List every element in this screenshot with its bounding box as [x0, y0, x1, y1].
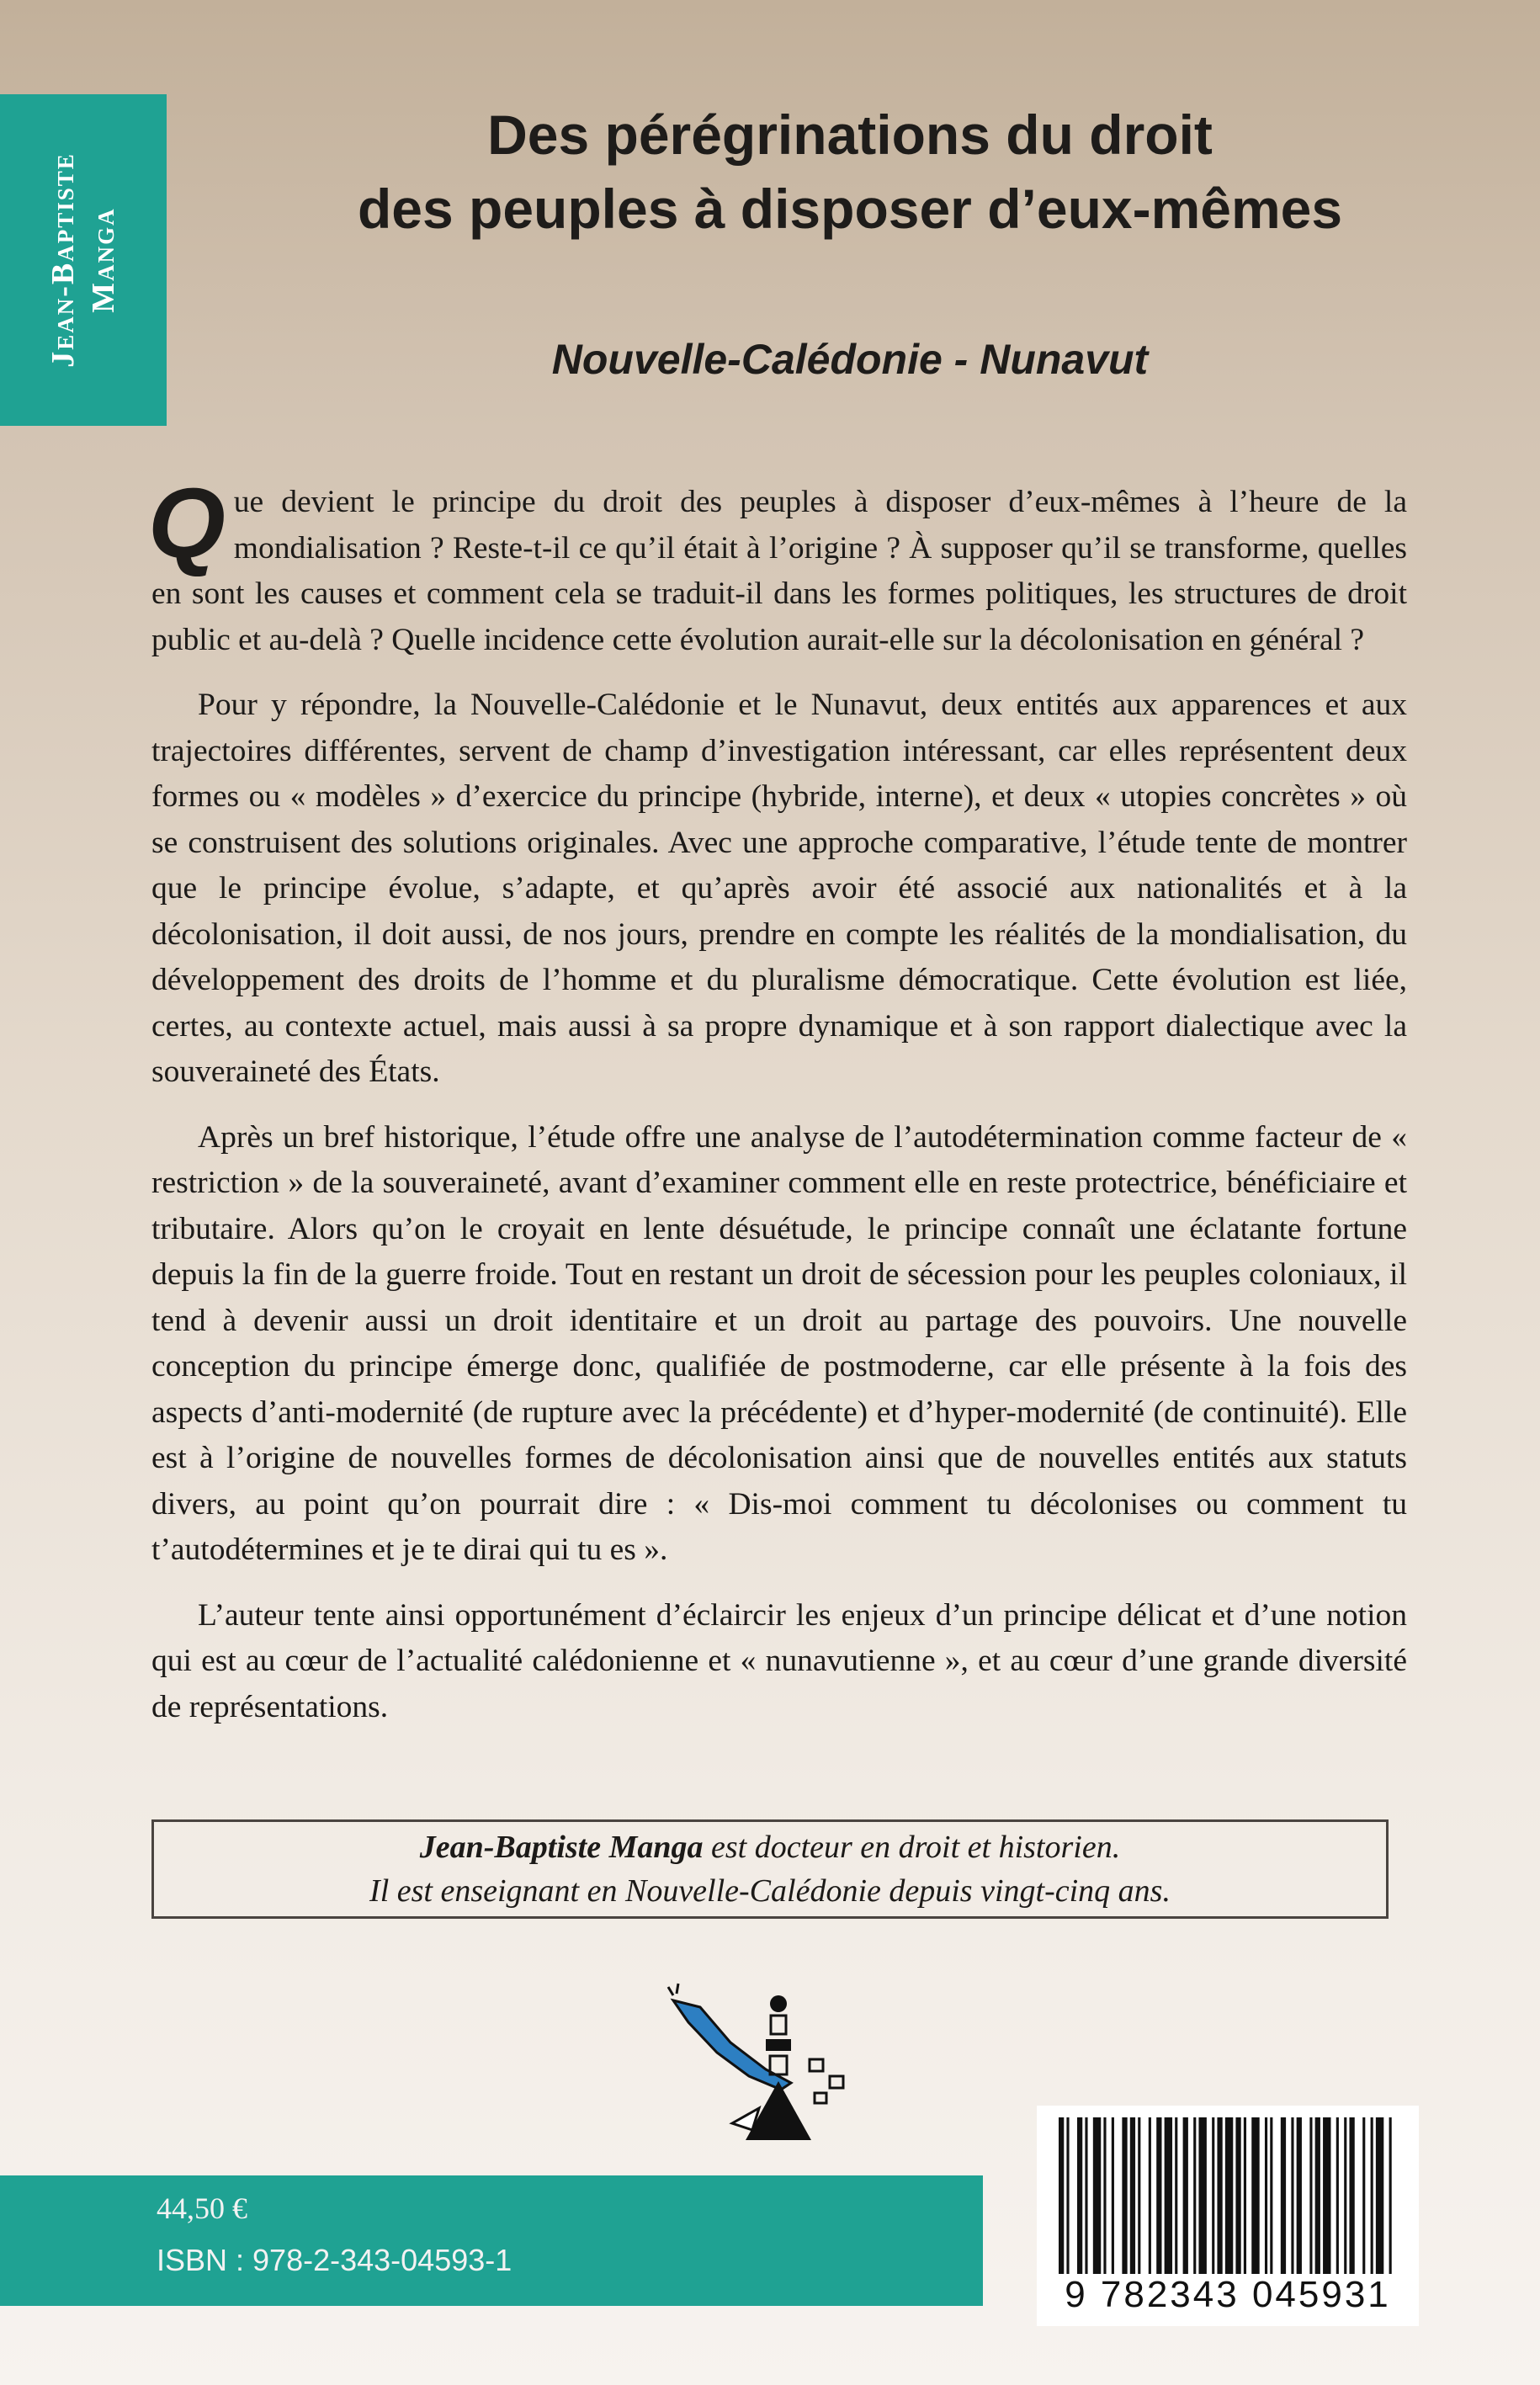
barcode-bar [1270, 2117, 1272, 2274]
author-bio-box [151, 1819, 1389, 1919]
barcode-bar [1371, 2117, 1373, 2274]
barcode-bar [1066, 2117, 1069, 2274]
book-subtitle: Nouvelle-Calédonie - Nunavut [551, 336, 1149, 383]
barcode-bar [1138, 2117, 1140, 2274]
author-name [43, 152, 124, 368]
bio-line-1 [154, 1825, 1386, 1869]
barcode-bar [1251, 2117, 1259, 2274]
barcode-bar [1309, 2117, 1312, 2274]
isbn: ISBN : 978-2-343-04593-1 [157, 2243, 512, 2277]
book-title-line1: Des pérégrinations du droit [487, 104, 1213, 166]
bio-line-2: Il est enseignant en Nouvelle-Calédonie depuis vingt-cinq ans. [369, 1873, 1171, 1909]
barcode-bar [1336, 2117, 1339, 2274]
barcode-bar [1122, 2117, 1127, 2274]
barcode-bars [1059, 2117, 1397, 2274]
blurb-paragraph-1-text: ue devient le principe du droit des peuples à disposer d’eux-mêmes à l’heure de la mondialisation ? Reste-t-il ce qu’il était à l’origine ? À supposer qu’il se transforme, quelles en sont les causes et comment cela se traduit-il dans les formes politiques, les structures de droit public et au-delà ? Quelle incidence cette évolution aurait-elle sur la décolonisation en général ? [151, 485, 1407, 657]
barcode [1037, 2106, 1419, 2326]
barcode-bar [1093, 2117, 1101, 2274]
barcode-bar [1165, 2117, 1172, 2274]
barcode-bar [1183, 2117, 1188, 2274]
barcode-bar [1376, 2117, 1383, 2274]
barcode-bar [1344, 2117, 1346, 2274]
author-last-name: Manga [86, 207, 121, 313]
barcode-bar [1059, 2117, 1064, 2274]
barcode-bar [1244, 2117, 1246, 2274]
barcode-bar [1077, 2117, 1082, 2274]
barcode-bar [1193, 2117, 1196, 2274]
barcode-digits: 9 782343 045931 [1065, 2274, 1391, 2315]
author-first-name: Jean-Baptiste [45, 152, 81, 368]
barcode-bar [1225, 2117, 1233, 2274]
barcode-bar [1198, 2117, 1206, 2274]
barcode-bar [1156, 2117, 1161, 2274]
blurb-paragraph-2: Pour y répondre, la Nouvelle-Calédonie et le Nunavut, deux entités aux apparences et aux trajectoires différentes, servent de champ d’investigation intéressant, car elles représentent deux formes ou « modèles » d’exercice du principe (hybride, interne), et deux « utopies concrètes » où se construisent des solutions originales. Avec une approche comparative, l’étude tente de montrer que le principe évolue, s’adapte, et qu’après avoir été associé aux nationalités et à la décolonisation, il doit aussi, de nos jours, prendre en compte les réalités de la mondialisation, du développement des droits de l’homme et du pluralisme démocratique. Cette évolution est liée, certes, au contexte actuel, mais aussi à sa propre dynamique et à son rapport dialectique avec la souveraineté des États. [151, 688, 1407, 1089]
barcode-bar [1212, 2117, 1214, 2274]
bio-line-1-text: est docteur en droit et historien. [703, 1830, 1121, 1865]
blurb-paragraph-1 [148, 468, 1407, 663]
barcode-bar [1103, 2117, 1106, 2274]
barcode-bar [1297, 2117, 1302, 2274]
barcode-bar [1149, 2117, 1151, 2274]
blurb-paragraph-4: L’auteur tente ainsi opportunément d’éclaircir les enjeux d’un principe délicat et d’une notion qui est au cœur de l’actualité calédonienne et « nunavutienne », et au cœur d’une grande diversité de représentations. [151, 1597, 1407, 1724]
barcode-bar [1315, 2117, 1320, 2274]
bio-author-name: Jean-Baptiste Manga [419, 1830, 704, 1865]
blurb-paragraph-3: Après un bref historique, l’étude offre une analyse de l’autodétermination comme facteur de « restriction » de la souveraineté, avant d’examiner comment elle en reste protectrice, bénéficiaire et tributaire. Alors qu’on le croyait en lente désuétude, le principe connaît une éclatante fortune depuis la fin de la guerre froide. Tout en restant un droit de sécession pour les peuples coloniaux, il tend à devenir aussi un droit identitaire et un droit au partage des pouvoirs. Une nouvelle conception du principe émerge donc, qualifiée de postmoderne, car elle présente à la fois des aspects d’anti-modernité (de rupture avec la précédente) et d’hyper-modernité (de continuité). Elle est à l’origine de nouvelles formes de décolonisation ainsi que de nouvelles entités aux statuts divers, au point qu’on pourrait dire : « Dis-moi comment tu décolonises ou comment tu t’autodétermines et je te dirai qui tu es ». [151, 1119, 1407, 1567]
drop-cap: Q [148, 468, 226, 579]
barcode-bar [1281, 2117, 1286, 2274]
barcode-bar [1217, 2117, 1222, 2274]
blurb [148, 468, 1407, 1750]
book-title [252, 98, 1447, 246]
barcode-bar [1389, 2117, 1392, 2274]
price: 44,50 € [157, 2191, 247, 2225]
author-spine-tab [0, 94, 167, 426]
barcode-bar [1175, 2117, 1177, 2274]
publisher-logo-icon [665, 1982, 858, 2142]
price-band [0, 2175, 983, 2306]
barcode-bar [1362, 2117, 1365, 2274]
barcode-bar [1265, 2117, 1267, 2274]
barcode-bar [1349, 2117, 1354, 2274]
barcode-bar [1235, 2117, 1240, 2274]
barcode-bar [1112, 2117, 1114, 2274]
barcode-bar [1085, 2117, 1087, 2274]
book-title-line2: des peuples à disposer d’eux-mêmes [357, 178, 1343, 240]
barcode-bar [1130, 2117, 1135, 2274]
barcode-bar [1291, 2117, 1293, 2274]
barcode-bar [1323, 2117, 1330, 2274]
